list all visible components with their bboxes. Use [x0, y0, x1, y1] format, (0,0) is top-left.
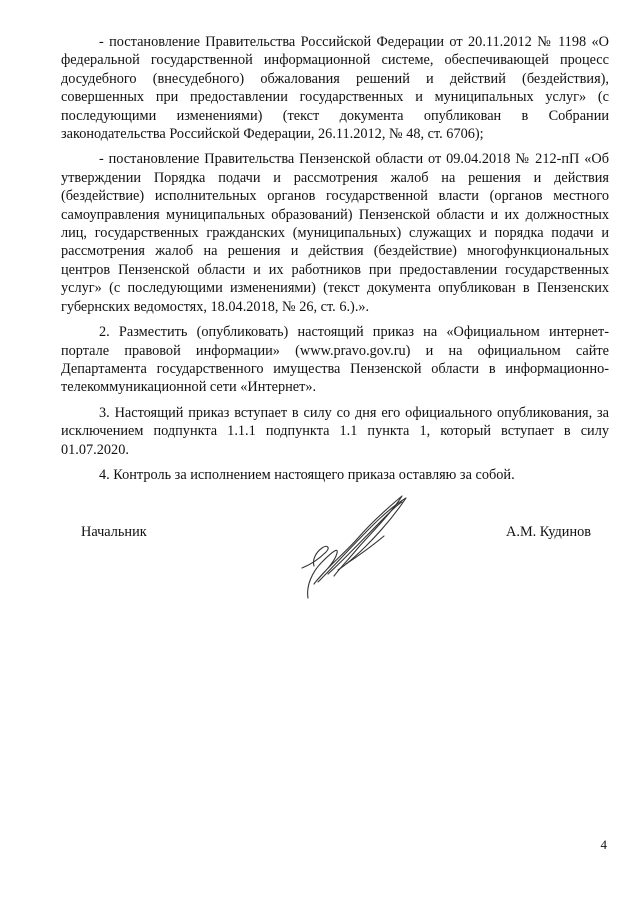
- paragraph-federal-resolution: - постановление Правительства Российской Федерации от 20.11.2012 № 1198 «О федеральной государственной информационной системе, обеспечивающей процесс досудебного (внесудебного) обжалования решений и действий (бездействия), совершенных при предоставлении государственных и муниципальных услуг» (с последующими изменениями) (текст документа опубликован в Собрании законодательства Российской Федерации, 26.11.2012, № 48, ст. 6706);: [61, 34, 609, 143]
- document-body: [61, 33, 609, 484]
- paragraph-publication: 2. Разместить (опубликовать) настоящий приказ на «Официальном интернет-портале правовой информации» (www.pravo.gov.ru) и на официальном сайте Департамента государственного имущества Пензенской области в информационно-телекоммуникационной сети «Интернет».: [61, 324, 609, 396]
- paragraph-effective-date: 3. Настоящий приказ вступает в силу со дня его официального опубликования, за исключением подпункта 1.1.1 подпункта 1.1 пункта 1, который вступает в силу 01.07.2020.: [61, 404, 609, 458]
- page-number: 4: [600, 837, 607, 852]
- paragraph-control: 4. Контроль за исполнением настоящего приказа оставляю за собой.: [99, 466, 515, 483]
- signatory-name: А.М. Кудинов: [506, 524, 591, 540]
- signatory-title: Начальник: [81, 524, 147, 540]
- paragraph-regional-resolution: - постановление Правительства Пензенской области от 09.04.2018 № 212-пП «Об утверждении Порядка подачи и рассмотрения жалоб на решения и действия (бездействие) исполнительных органов государственной власти (органов местного самоуправления муниципальных образований) Пензенской области и их должностных лиц, государственных гражданских (муниципальных) служащих и порядка подачи и рассмотрения жалоб на решения и действия (бездействие) многофункциональных центров Пензенской области и их работников при предоставлении государственных услуг» (с последующими изменениями) (текст документа опубликован в Пензенских губернских ведомостях, 18.04.2018, № 26, ст. 6.).».: [61, 151, 609, 315]
- handwritten-signature-icon: [288, 486, 418, 606]
